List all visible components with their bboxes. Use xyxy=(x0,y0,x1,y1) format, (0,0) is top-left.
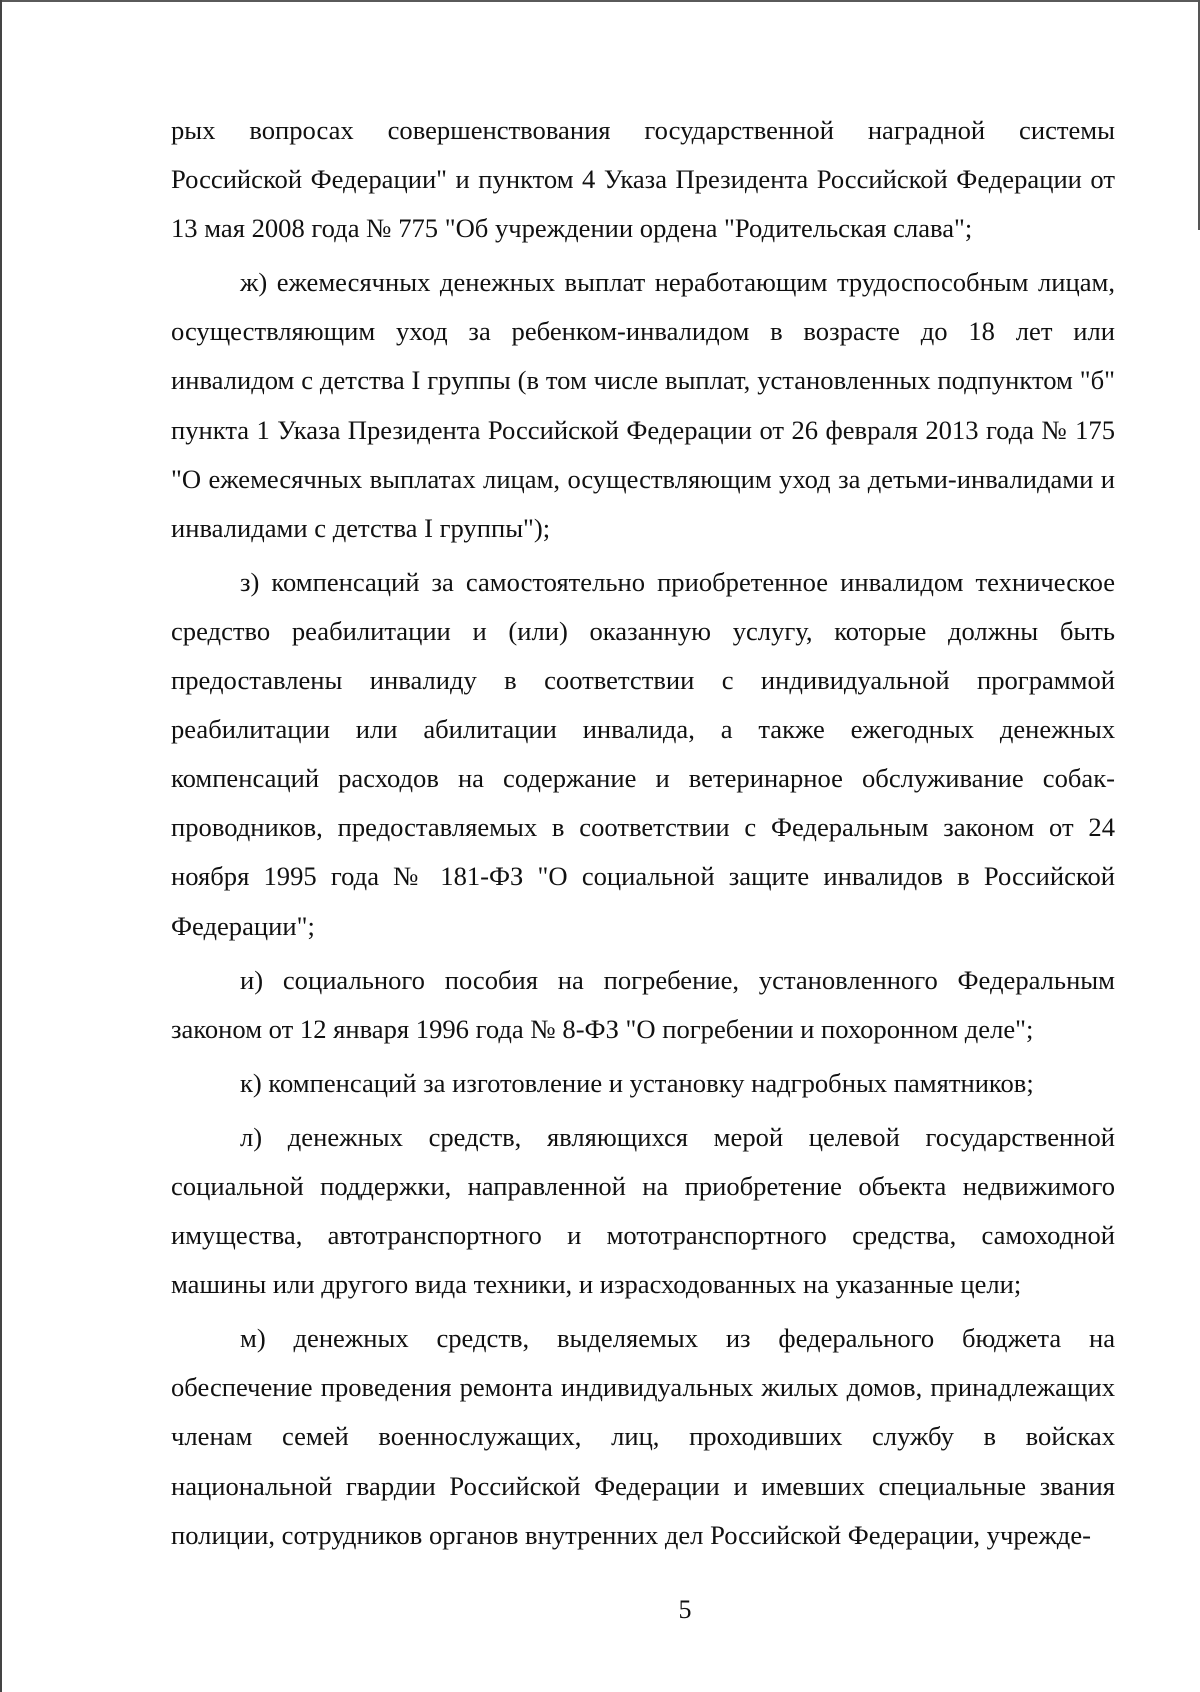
page-number: 5 xyxy=(678,1595,692,1624)
scan-edge-left xyxy=(0,0,2,1692)
paragraph-item-l: л) денежных средств, являющихся мерой целевой государственной социальной поддержки, направленной на приобретение объекта недвижимого имущества, автотранспортного и мототранспортного средства, самоходной машины или другого вида техники, и израсходованных на указанные цели; xyxy=(171,1121,1115,1300)
paragraph-continuation: рых вопросах совершенствования государственной наградной системы Российской Федерации" и пунктом 4 Указа Президента Российской Федерации от 13 мая 2008 года № 775 "Об учреждении ордена "Родительская слава"; xyxy=(171,115,1115,244)
paragraph-item-zh: ж) ежемесячных денежных выплат неработающим трудоспособным лицам, осуществляющим уход за ребенком-инвалидом в возрасте до 18 лет или инвалидом с детства I группы (в том числе выплат, установленных подпунктом "б" пункта 1 Указа Президента Российской Федерации от 26 февраля 2013 года № 175 "О ежемесячных выплатах лицам, осуществляющим уход за детьми-инвалидами и инвалидами с детства I группы"); xyxy=(171,267,1115,543)
scan-edge-top xyxy=(0,0,1200,2)
paragraph-item-z: з) компенсаций за самостоятельно приобретенное инвалидом техническое средство реабилитации и (или) оказанную услугу, которые должны быть предоставлены инвалиду в соответствии с индивидуальной программой реабилитации или абилитации инвалида, а также ежегодных денежных компенсаций расходов на содержание и ветеринарное обслуживание собак-проводников, предоставляемых в соответствии с Федеральным законом от 24 ноября 1995 года № 181-ФЗ "О социальной защите инвалидов в Российской Федерации"; xyxy=(171,566,1115,941)
document-body xyxy=(171,106,1115,1560)
paragraph-item-i: и) социального пособия на погребение, установленного Федеральным законом от 12 января 1996 года № 8-ФЗ "О погребении и похоронном деле"; xyxy=(171,964,1115,1044)
paragraph-item-m: м) денежных средств, выделяемых из федерального бюджета на обеспечение проведения ремонта индивидуальных жилых домов, принадлежащих членам семей военнослужащих, лиц, проходивших службу в войсках национальной гвардии Российской Федерации и имевших специальные звания полиции, сотрудников органов внутренних дел Российской Федерации, учрежде- xyxy=(171,1323,1115,1550)
paragraph-item-k: к) компенсаций за изготовление и установку надгробных памятников; xyxy=(240,1067,1034,1098)
